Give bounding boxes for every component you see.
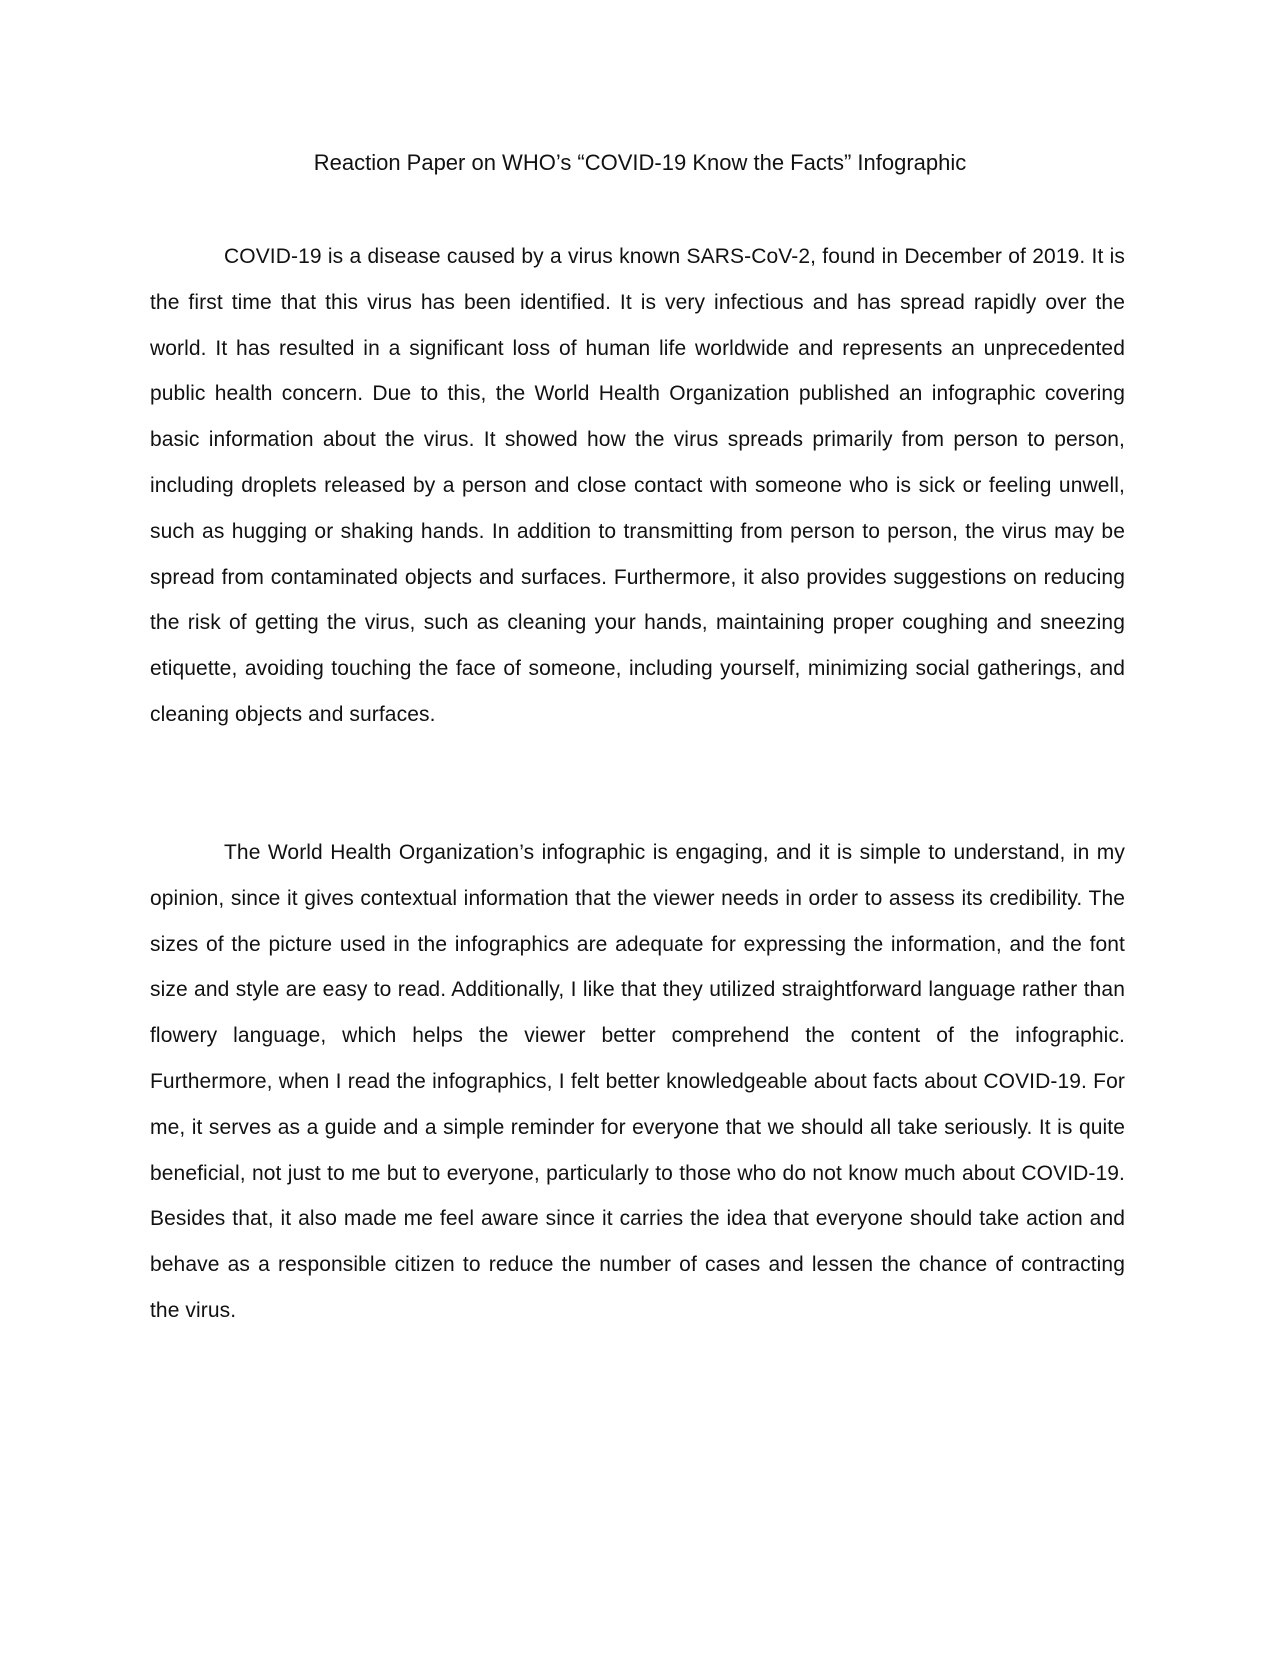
document-title: Reaction Paper on WHO’s “COVID-19 Know the Facts” Infographic (313, 150, 967, 175)
paragraph-2: The World Health Organization’s infographic is engaging, and it is simple to understand, in my opinion, since it gives contextual information that the viewer needs in order to assess its credibility. The sizes of the picture used in the infographics are adequate for expressing the information, and the font size and style are easy to read. Additionally, I like that they utilized straightforward language rather than flowery language, which helps the viewer better comprehend the content of the infographic. Furthermore, when I read the infographics, I felt better knowledgeable about facts about COVID-19. For me, it serves as a guide and a simple reminder for everyone that we should all take seriously. It is quite beneficial, not just to me but to everyone, particularly to those who do not know much about COVID-19. Besides that, it also made me feel aware since it carries the idea that everyone should take action and behave as a responsible citizen to reduce the number of cases and lessen the chance of contracting the virus. (150, 841, 1125, 1322)
paragraph-1: COVID-19 is a disease caused by a virus known SARS-CoV-2, found in December of 2019. It is the first time that this virus has been identified. It is very infectious and has spread rapidly over the world. It has resulted in a significant loss of human life worldwide and represents an unprecedented public health concern. Due to this, the World Health Organization published an infographic covering basic information about the virus. It showed how the virus spreads primarily from person to person, including droplets released by a person and close contact with someone who is sick or feeling unwell, such as hugging or shaking hands. In addition to transmitting from person to person, the virus may be spread from contaminated objects and surfaces. Furthermore, it also provides suggestions on reducing the risk of getting the virus, such as cleaning your hands, maintaining proper coughing and sneezing etiquette, avoiding touching the face of someone, including yourself, minimizing social gatherings, and cleaning objects and surfaces. (150, 245, 1125, 726)
